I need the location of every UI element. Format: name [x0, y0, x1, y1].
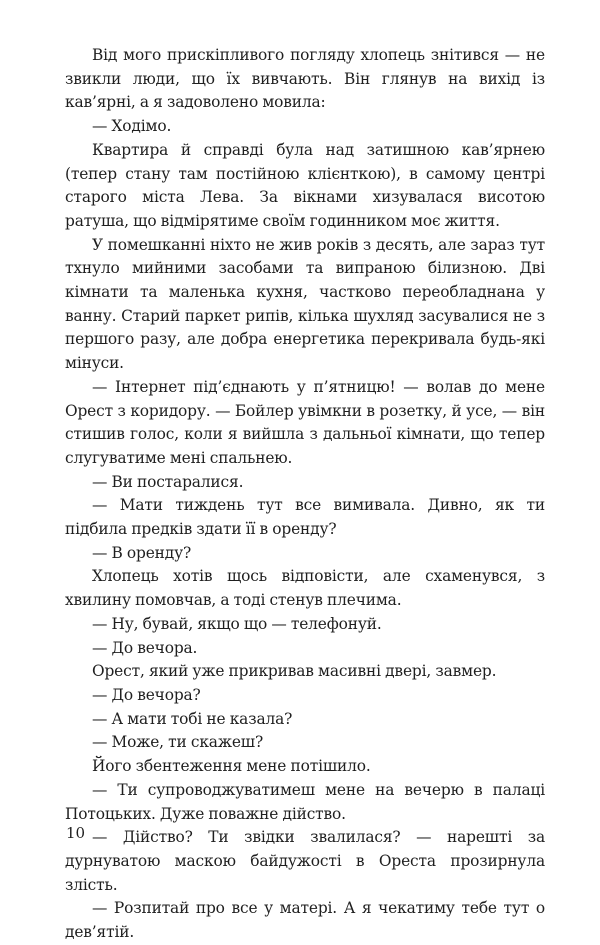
paragraph: Орест, який уже прикривав масивні двері, завмер. [92, 662, 497, 681]
dialogue-line: — Розпитай про все у матері. А я чекатиму тебе тут о дев’ятій. [65, 899, 545, 942]
dialogue-line: — А мати тобі не казала? [92, 709, 293, 728]
page-number: 10 [66, 824, 86, 842]
dialogue-line: — Ну, бувай, якщо що — телефонуй. [92, 614, 382, 633]
paragraph: Від мого прискіпливого погляду хлопець знітився — не звикли люди, що їх вивчають. Він глянув на вихід із кав’ярні, а я задоволено мовила: [65, 46, 545, 112]
paragraph: Хлопець хотів щось відповісти, але схаменувся, з хвилину помовчав, а тоді стенув плечима. [65, 567, 545, 610]
dialogue-line: — До вечора? [92, 685, 201, 704]
dialogue-line: — Ви постаралися. [92, 472, 244, 491]
dialogue-line: — Ходімо. [92, 117, 172, 136]
dialogue-line: — Ти супроводжуватимеш мене на вечерю в палаці Потоцьких. Дуже поважне дійство. [65, 780, 545, 823]
dialogue-line: — Мати тиждень тут все вимивала. Дивно, як ти підбила предків здати її в оренду? [65, 496, 545, 539]
dialogue-line: — Інтернет під’єднають у п’ятницю! — волав до мене Орест з коридору. — Бойлер увімкни в розетку, й усе, — він стишив голос, коли я вийшла з дальньої кімнати, що тепер слугуватиме мені спальнею. [65, 377, 545, 467]
paragraph: Квартира й справді була над затишною кав’ярнею (тепер стану там постійною клієнткою), в самому центрі старого міста Лева. За вікнами хизувалася висотою ратуша, що відмірятиме своїм годинником моє життя. [65, 140, 545, 230]
dialogue-line: — Може, ти скажеш? [92, 733, 264, 752]
dialogue-line: — До вечора. [92, 638, 198, 657]
paragraph: У помешканні ніхто не жив років з десять, але зараз тут тхнуло мийними засобами та випраною білизною. Дві кімнати та маленька кухня, частково переобладнана у ванну. Старий паркет рипів, кілька шухляд засувалися не з першого разу, але добра енергетика перекривала будь-які мінуси. [65, 235, 545, 373]
dialogue-line: — В оренду? [92, 543, 192, 562]
paragraph: Його збентеження мене потішило. [92, 757, 371, 776]
dialogue-line: — Дійство? Ти звідки звалилася? — нарешті за дурнуватою маскою байдужості в Ореста прозирнула злість. [65, 828, 545, 894]
book-page-text [65, 44, 545, 945]
